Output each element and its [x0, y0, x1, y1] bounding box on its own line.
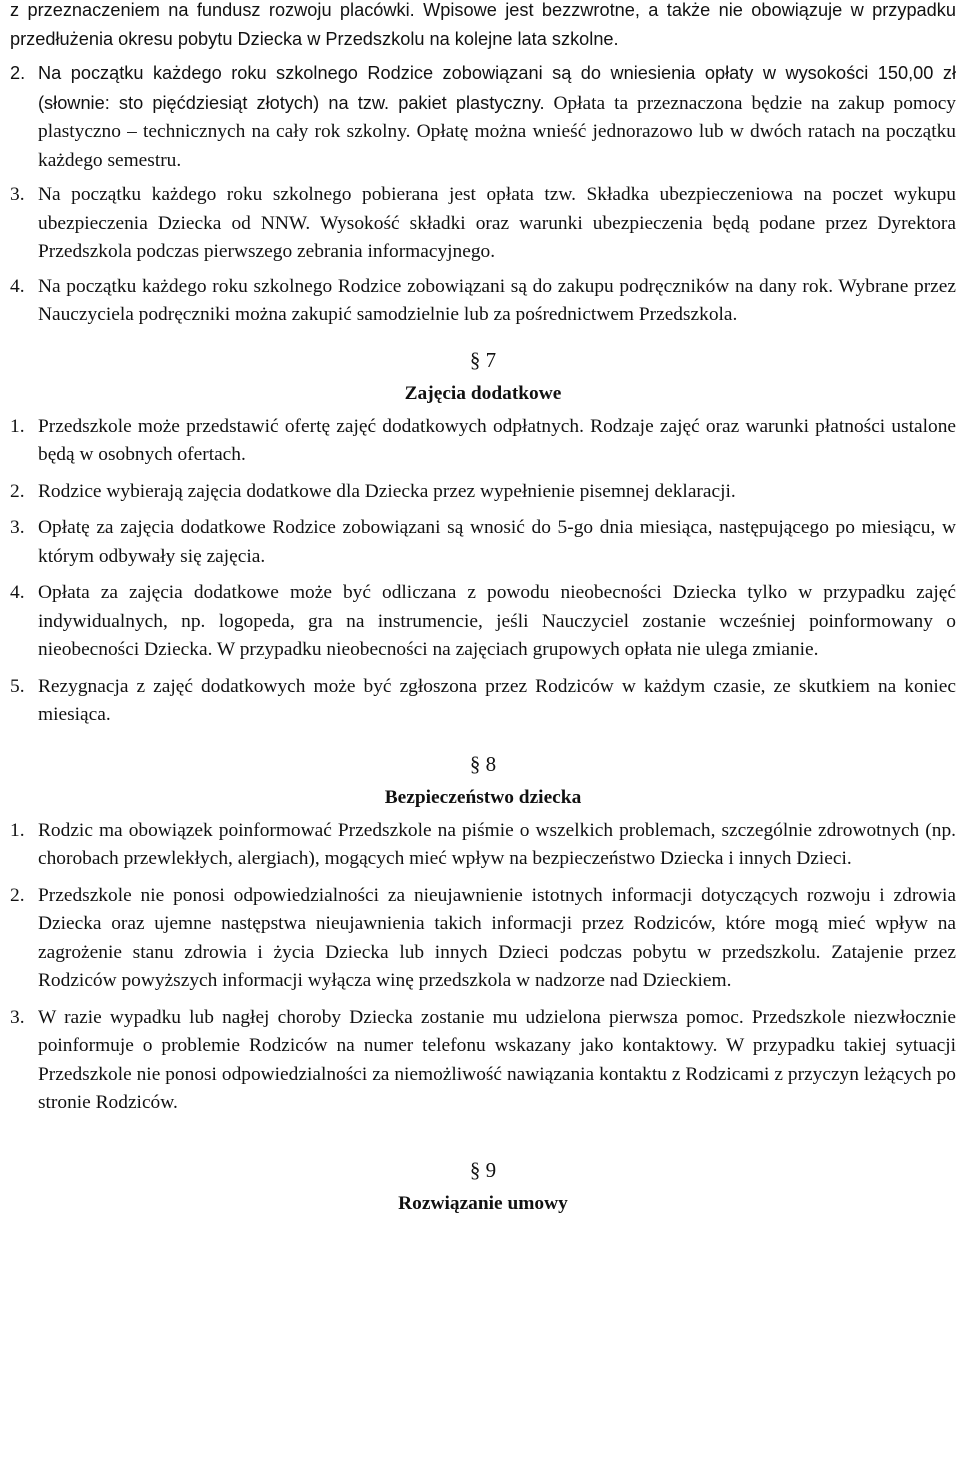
document-page	[10, 0, 956, 1219]
item-text: Na początku każdego roku szkolnego Rodzice zobowiązani są do zakupu podręczników na dany rok. Wybrane przez Nauczyciela podręczniki można zakupić samodzielnie lub za pośrednictwem Przedszkola.	[38, 275, 956, 325]
item-text: Rodzic ma obowiązek poinformować Przedszkole na piśmie o wszelkich problemach, szczególnie zdrowotnych (np. chorobach przewlekłych, alergiach), mogących mieć wpływ na bezpieczeństwo Dziecka i innych Dzieci.	[38, 819, 956, 869]
list-item	[10, 1004, 956, 1118]
item-text: Na początku każdego roku szkolnego Rodzice zobowiązani są do wniesienia opłaty w wysokości 150,00 zł (słownie: sto pięćdziesiąt złotych) na tzw. pakiet plastyczny. Opłata ta przeznaczona będzie na zakup pomocy plastyczno – technicznych na cały rok szkolny. Opłatę można wnieść jednorazowo lub w dwóch ratach na początku każdego semestru.	[38, 63, 956, 171]
item-number: 3.	[10, 184, 25, 205]
section-number: 8	[485, 751, 497, 776]
item-number: 2.	[10, 884, 25, 906]
list-item	[10, 673, 956, 730]
list-item	[10, 882, 956, 996]
item-text: Opłata za zajęcia dodatkowe może być odliczana z powodu nieobecności Dziecka tylko w przypadku zajęć indywidualnych, np. logopeda, gra na instrumencie, jeśli Nauczyciel zostanie wcześniej poinformowany o nieobecności Dziecka. W przypadku nieobecności na zajęciach grupowych opłata nie ulega zmianie.	[38, 582, 956, 660]
item-number: 3.	[10, 1006, 25, 1028]
item-text: Rezygnacja z zajęć dodatkowych może być zgłoszona przez Rodziców w każdym czasie, ze skutkiem na koniec miesiąca.	[38, 675, 956, 725]
intro-paragraph: z przeznaczeniem na fundusz rozwoju placówki. Wpisowe jest bezzwrotne, a także nie obowiązuje w przypadku przedłużenia okresu pobytu Dziecka w Przedszkolu na kolejne lata szkolne.	[10, 0, 956, 49]
list-item	[10, 273, 956, 330]
item-number: 2.	[10, 480, 25, 502]
section-8-title: Bezpieczeństwo dziecka	[384, 787, 582, 808]
item-text: W razie wypadku lub nagłej choroby Dziecka zostanie mu udzielona pierwsza pomoc. Przedszkole niezwłocznie poinformuje o problemie Rodziców na numer telefonu wskazany jako kontaktowy. W przypadku takiej sytuacji Przedszkole nie ponosi odpowiedzialności za niemożliwość nawiązania kontaktu z Rodzicami z przyczyn leżących po stronie Rodziców.	[38, 1006, 956, 1113]
section-number: 7	[485, 347, 497, 372]
list-item	[10, 817, 956, 874]
section-symbol: §	[469, 347, 481, 372]
list-item	[10, 59, 956, 175]
item-number: 4.	[10, 582, 25, 603]
section-number: 9	[485, 1157, 497, 1182]
section-7-marker	[10, 346, 956, 375]
item-number: 1.	[10, 819, 25, 841]
item-number: 2.	[10, 63, 26, 83]
list-item	[10, 579, 956, 665]
item-number: 5.	[10, 675, 25, 697]
item-text: Opłatę za zajęcia dodatkowe Rodzice zobowiązani są wnosić do 5-go dnia miesiąca, następującego po miesiącu, w którym odbywały się zajęcia.	[38, 517, 956, 567]
section-symbol: §	[469, 1157, 481, 1182]
item-number: 4.	[10, 275, 25, 297]
list-item	[10, 514, 956, 571]
section-9-marker	[10, 1156, 956, 1185]
item-text: Przedszkole może przedstawić ofertę zajęć dodatkowych odpłatnych. Rodzaje zajęć oraz warunki płatności ustalone będą w osobnych ofertach.	[38, 415, 956, 465]
section-symbol: §	[469, 751, 481, 776]
item-number: 3.	[10, 517, 25, 538]
item-text: Na początku każdego roku szkolnego pobierana jest opłata tzw. Składka ubezpieczeniowa na poczet wykupu ubezpieczenia Dziecka od NNW. Wysokość składki oraz warunki ubezpieczenia będą podane przez Dyrektora Przedszkola podczas pierwszego zebrania informacyjnego.	[38, 184, 957, 262]
item-text: Przedszkole nie ponosi odpowiedzialności za nieujawnienie istotnych informacji dotyczących rozwoju i zdrowia Dziecka oraz ujemne następstwa nieujawnienia takich informacji przez Rodziców, które mogą mieć wpływ na zagrożenie stanu zdrowia i życia Dziecka lub innych Dzieci podczas pobytu w przedszkolu. Zatajenie przez Rodziców powyższych informacji wyłącza winę przedszkola w nadzorze nad Dzieckiem.	[38, 884, 956, 991]
section-9-title: Rozwiązanie umowy	[398, 1193, 568, 1214]
list-item	[10, 181, 956, 267]
section-8-marker	[10, 750, 956, 779]
item-text: Rodzice wybierają zajęcia dodatkowe dla Dziecka przez wypełnienie pisemnej deklaracji.	[38, 480, 736, 502]
list-item	[10, 478, 956, 507]
section-7-title: Zajęcia dodatkowe	[404, 383, 562, 404]
item-number: 1.	[10, 415, 25, 437]
list-item	[10, 413, 956, 470]
